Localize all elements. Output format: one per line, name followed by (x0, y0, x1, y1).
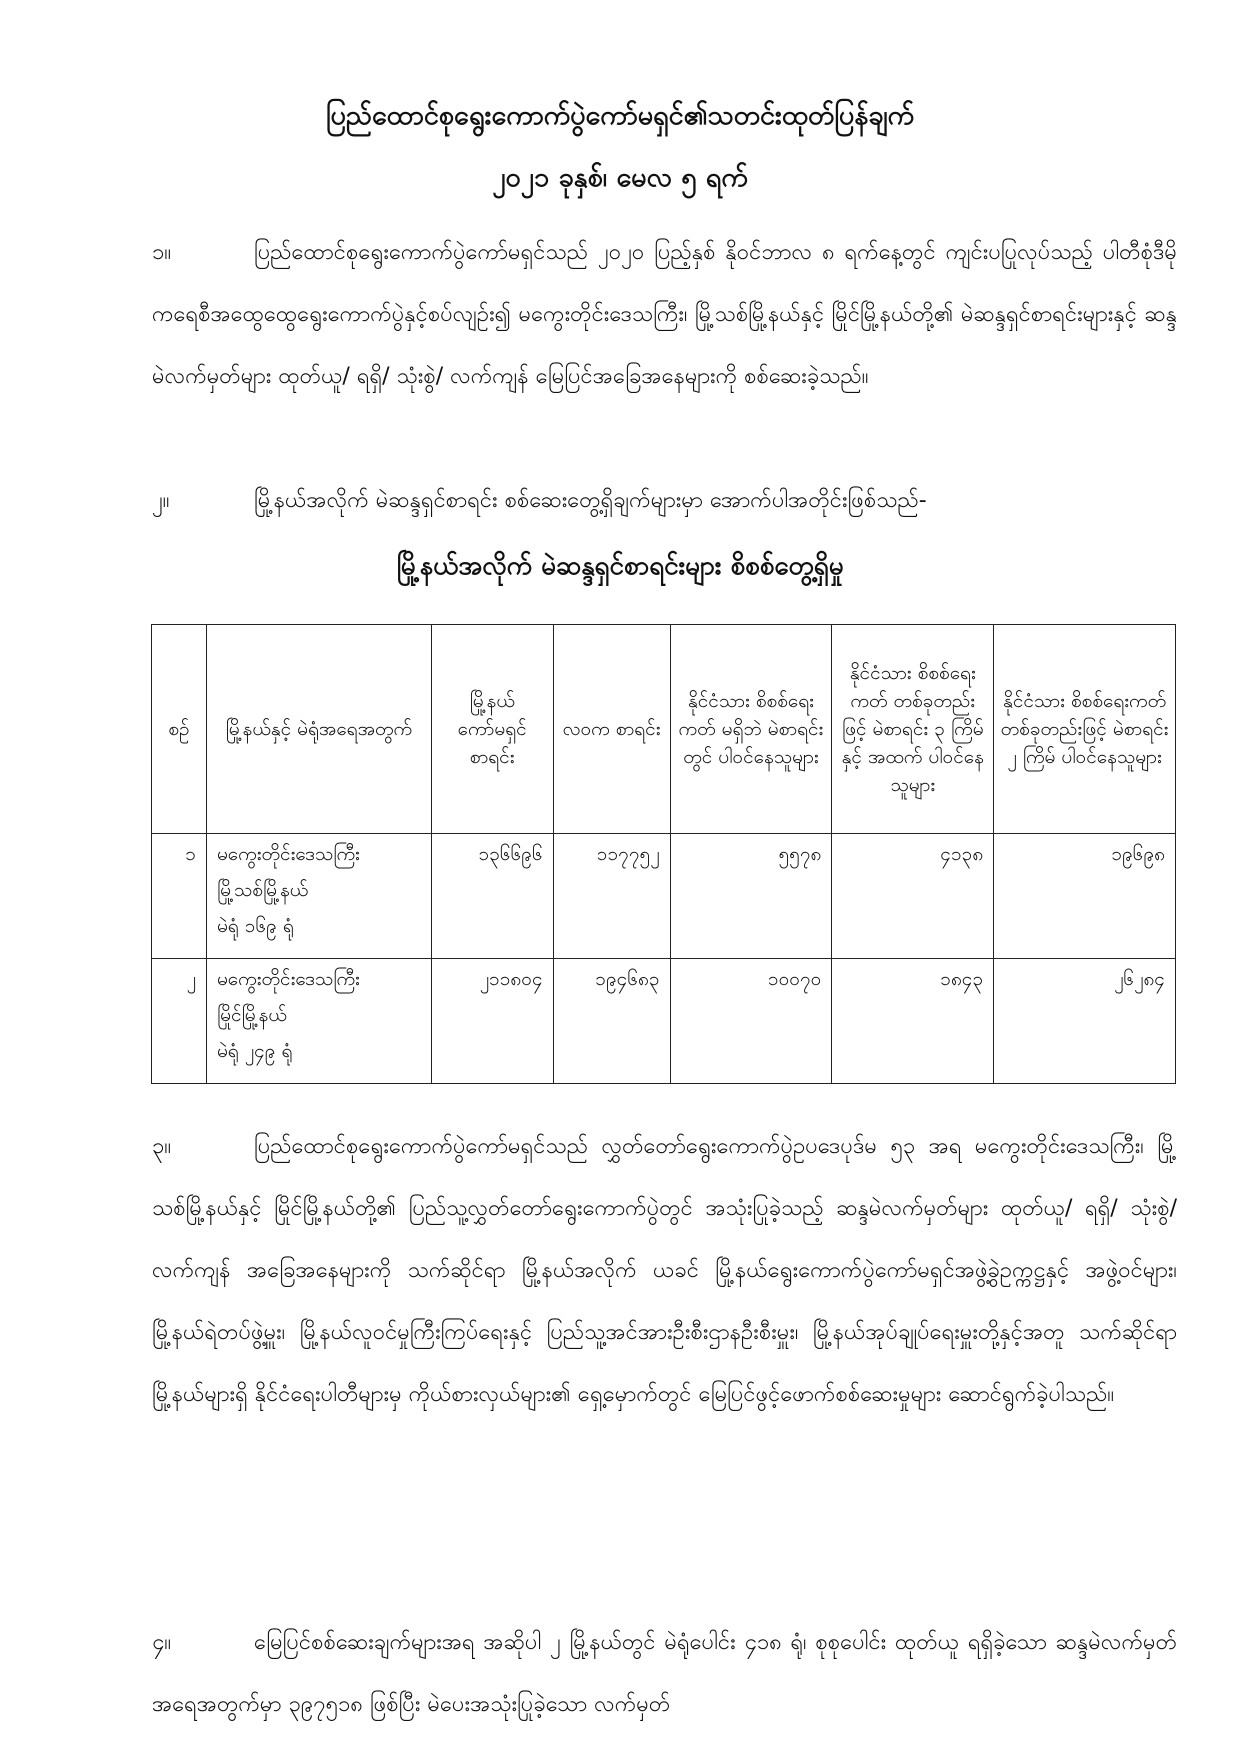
serial-cell: ၁ (152, 834, 207, 959)
paragraph-4 (152, 1612, 1177, 1736)
table-row (152, 959, 1176, 1084)
commission-cell: ၁၃၆၆၉၆ (431, 834, 553, 959)
table-row (152, 834, 1176, 959)
township-cell (206, 959, 431, 1084)
header-lwk-list: လဝက စာရင်း (553, 625, 670, 834)
township-cell (206, 834, 431, 959)
polling-station-count: မဲရုံ ၂၄၉ ရုံ (216, 1040, 293, 1062)
township-name: မြိုင်မြို့နယ် (216, 1004, 287, 1026)
voter-list-table (151, 624, 1176, 1084)
paragraph-number: ၂။ (152, 488, 170, 513)
document-title: ပြည်ထောင်စုရွေးကောက်ပွဲကော်မရှင်၏သတင်းထုတ်ပြန်ချက် (325, 100, 915, 131)
paragraph-1 (152, 222, 1177, 408)
serial-cell: ၂ (152, 959, 207, 1084)
header-twice: နိုင်ငံသား စိစစ်ရေးကတ် တစ်ခုတည်းဖြင့် မဲစာရင်း ၂ ကြိမ် ပါဝင်နေသူများ (994, 625, 1176, 834)
paragraph-3 (152, 1116, 1177, 1426)
lwk-cell: ၁၁၇၇၅၂ (553, 834, 670, 959)
twice-cell: ၂၆၂၈၄ (994, 959, 1176, 1084)
paragraph-2 (152, 470, 1177, 532)
township-name: မြို့သစ်မြို့နယ် (216, 879, 309, 901)
paragraph-text: ပြည်ထောင်စုရွေးကောက်ပွဲကော်မရှင်သည် လွှတ်တော်ရွေးကောက်ပွဲဥပဒေပုဒ်မ ၅၃ အရ မကွေးတိုင်းဒေသကြီး၊ မြို့သစ်မြို့နယ်နှင့် မြိုင်မြို့နယ်တို့၏ ပြည်သူ့လွှတ်တော်ရွေးကောက်ပွဲတွင် အသုံးပြုခဲ့သည့် ဆန္ဒမဲလက်မှတ်များ ထုတ်ယူ/ ရရှိ/ သုံးစွဲ/ လက်ကျန် အခြေအနေများကို သက်ဆိုင်ရာ မြို့နယ်အလိုက် ယခင် မြို့နယ်ရွေးကောက်ပွဲကော်မရှင်အဖွဲ့ခွဲဥက္ကဋ္ဌနှင့် အဖွဲ့ဝင်များ၊ မြို့နယ်ရဲတပ်ဖွဲ့မှူး၊ မြို့နယ်လူဝင်မှုကြီးကြပ်ရေးနှင့် ပြည်သူ့အင်အားဦးစီးဌာနဦးစီးမှူး၊ မြို့နယ်အုပ်ချုပ်ရေးမှူးတို့နှင့်အတူ သက်ဆိုင်ရာ မြို့နယ်များရှိ နိုင်ငံရေးပါတီများမှ ကိုယ်စားလှယ်များ၏ ရှေ့မှောက်တွင် မြေပြင်ဖွင့်ဖောက်စစ်ဆေးမှုများ ဆောင်ရွက်ခဲ့ပါသည်။ (152, 1134, 1177, 1407)
commission-cell: ၂၁၁၈၀၄ (431, 959, 553, 1084)
paragraph-text: မြေပြင်စစ်ဆေးချက်များအရ အဆိုပါ ၂ မြို့နယ်တွင် မဲရုံပေါင်း ၄၁၈ ရုံ၊ စုစုပေါင်း ထုတ်ယူ ရရှိခဲ့သော ဆန္ဒမဲလက်မှတ်အရေအတွက်မှာ ၃၉၇၅၁၈ ဖြစ်ပြီး မဲပေးအသုံးပြုခဲ့သော လက်မှတ် (152, 1630, 1177, 1717)
three-plus-cell: ၁၈၄၃ (832, 959, 994, 1084)
lwk-cell: ၁၉၄၆၈၃ (553, 959, 670, 1084)
document-date: ၂၀၂၁ ခုနှစ်၊ မေလ ၅ ရက် (492, 162, 748, 193)
region-name: မကွေးတိုင်းဒေသကြီး (216, 968, 360, 990)
three-plus-cell: ၄၁၃၈ (832, 834, 994, 959)
paragraph-text: ပြည်ထောင်စုရွေးကောက်ပွဲကော်မရှင်သည် ၂၀၂၀ ပြည့်နှစ် နိုဝင်ဘာလ ၈ ရက်နေ့တွင် ကျင်းပပြုလုပ်သည့် ပါတီစုံဒီမိုကရေစီအထွေထွေရွေးကောက်ပွဲနှင့်စပ်လျဥ်း၍ မကွေးတိုင်းဒေသကြီး၊ မြို့သစ်မြို့နယ်နှင့် မြိုင်မြို့နယ်တို့၏ မဲဆန္ဒရှင်စာရင်းများနှင့် ဆန္ဒမဲလက်မှတ်များ ထုတ်ယူ/ ရရှိ/ သုံးစွဲ/ လက်ကျန် မြေပြင်အခြေအနေများကို စစ်ဆေးခဲ့သည်။ (152, 240, 1177, 389)
paragraph-number: ၄။ (152, 1630, 172, 1655)
table-title: မြို့နယ်အလိုက် မဲဆန္ဒရှင်စာရင်းများ စိစစ်တွေ့ရှိမှု (396, 551, 844, 581)
region-name: မကွေးတိုင်းဒေသကြီး (216, 843, 360, 865)
header-serial: စဉ် (152, 625, 207, 834)
header-township: မြို့နယ်နှင့် မဲရုံအရေအတွက် (206, 625, 431, 834)
polling-station-count: မဲရုံ ၁၆၉ ရုံ (216, 915, 294, 937)
paragraph-number: ၃။ (152, 1134, 172, 1159)
table-header-row (152, 625, 1176, 834)
header-three-plus: နိုင်ငံသား စိစစ်ရေးကတ် တစ်ခုတည်းဖြင့် မဲစာရင်း ၃ ကြိမ် နှင့် အထက် ပါဝင်နေသူများ (832, 625, 994, 834)
header-no-card: နိုင်ငံသား စိစစ်ရေးကတ် မရှိဘဲ မဲစာရင်းတွင် ပါဝင်နေသူများ (670, 625, 832, 834)
twice-cell: ၁၉၆၉၈ (994, 834, 1176, 959)
paragraph-number: ၁။ (152, 240, 172, 265)
no-card-cell: ၁၀၀၇၀ (670, 959, 832, 1084)
no-card-cell: ၅၅၇၈ (670, 834, 832, 959)
paragraph-text: မြို့နယ်အလိုက် မဲဆန္ဒရှင်စာရင်း စစ်ဆေးတွေ့ရှိချက်များမှာ အောက်ပါအတိုင်းဖြစ်သည်- (254, 488, 927, 513)
header-commission-list: မြို့နယ် ကော်မရှင် စာရင်း (431, 625, 553, 834)
